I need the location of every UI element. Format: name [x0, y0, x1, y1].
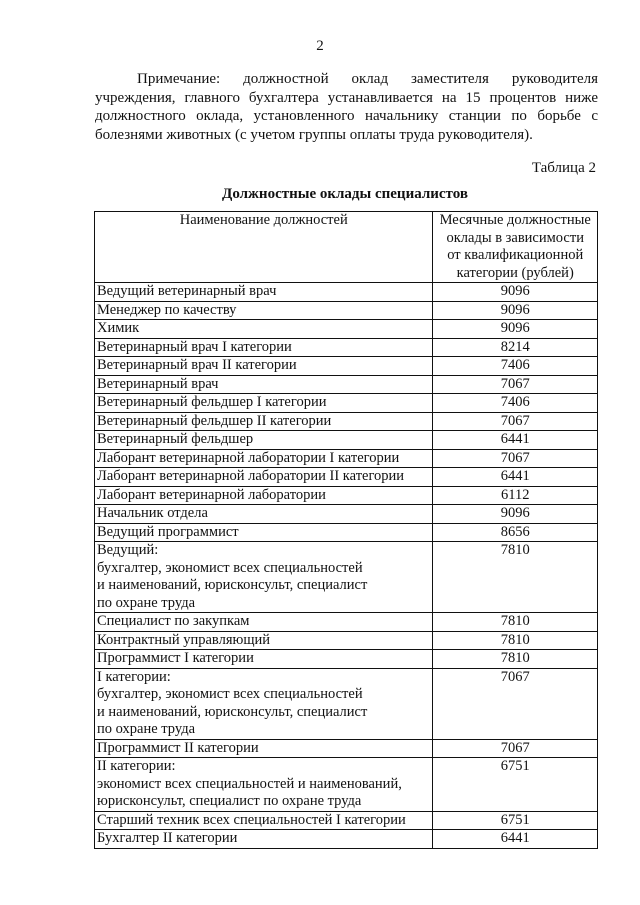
position-name-line: Ветеринарный фельдшер II категории	[97, 412, 332, 429]
position-name-cell	[95, 431, 433, 450]
position-name-line: Бухгалтер II категории	[97, 830, 238, 846]
table-row	[95, 338, 598, 357]
position-name-cell	[95, 301, 433, 320]
salary-value-cell: 7810	[433, 613, 598, 632]
page-number: 2	[316, 38, 324, 54]
position-name-line: бухгалтер, экономист всех специальностей	[97, 686, 363, 702]
table-row	[95, 811, 598, 830]
header-salary-line: от квалификационной	[447, 247, 584, 263]
salary-value-cell: 7406	[433, 394, 598, 413]
position-name-line: Ведущий ветеринарный врач	[97, 283, 277, 299]
table-header-row	[95, 212, 598, 283]
table-row	[95, 650, 598, 669]
position-name-cell	[95, 542, 433, 613]
table-row	[95, 739, 598, 758]
header-salary-line: категории (рублей)	[456, 264, 574, 281]
position-name-line: Ветеринарный врач	[97, 375, 219, 392]
salary-value-cell: 8214	[433, 338, 598, 357]
table-row	[95, 357, 598, 376]
salary-value-cell: 9096	[433, 283, 598, 302]
table-row	[95, 505, 598, 524]
position-name-line: Менеджер по качеству	[97, 301, 237, 318]
salary-value-cell: 6441	[433, 468, 598, 487]
position-name-line: Ветеринарный врач I категории	[97, 338, 292, 355]
salary-value-cell: 9096	[433, 505, 598, 524]
table-label: Таблица 2	[531, 160, 596, 176]
salary-value-cell: 6112	[433, 486, 598, 505]
table-row	[95, 449, 598, 468]
position-name-cell	[95, 613, 433, 632]
table-row	[95, 668, 598, 739]
salary-value-cell: 6751	[433, 758, 598, 812]
position-name-cell	[95, 412, 433, 431]
position-name-line: экономист всех специальностей и наименований,	[97, 775, 402, 792]
position-name-cell	[95, 505, 433, 524]
table-row	[95, 758, 598, 812]
table-row	[95, 283, 598, 302]
position-name-line: Ветеринарный фельдшер I категории	[97, 394, 327, 410]
salary-value-cell: 7810	[433, 650, 598, 669]
position-name-line: Ведущий:	[97, 542, 159, 558]
position-name-cell	[95, 739, 433, 758]
table-row	[95, 486, 598, 505]
salary-value-cell: 6441	[433, 830, 598, 849]
position-name-line: Начальник отдела	[97, 505, 208, 521]
position-name-cell	[95, 449, 433, 468]
position-name-line: Контрактный управляющий	[97, 631, 271, 648]
salary-value-cell: 7067	[433, 739, 598, 758]
table-row	[95, 375, 598, 394]
position-name-line: и наименований, юрисконсульт, специалист	[97, 577, 368, 593]
position-name-line: Программист II категории	[97, 739, 259, 756]
salary-value-cell: 7067	[433, 375, 598, 394]
position-name-line: Программист I категории	[97, 650, 254, 666]
table-row	[95, 613, 598, 632]
table-row	[95, 631, 598, 650]
position-name-cell	[95, 375, 433, 394]
position-name-cell	[95, 486, 433, 505]
position-name-line: Химик	[97, 320, 140, 336]
position-name-line: Ветеринарный фельдшер	[97, 431, 254, 447]
position-name-line: юрисконсульт, специалист по охране труда	[97, 793, 362, 809]
position-name-line: Старший техник всех специальностей I категории	[97, 811, 406, 828]
salary-value-cell: 6751	[433, 811, 598, 830]
position-name-cell	[95, 811, 433, 830]
table-title: Должностные оклады специалистов	[222, 186, 468, 202]
header-monthly-salary	[433, 212, 598, 283]
position-name-cell	[95, 650, 433, 669]
salary-value-cell: 7067	[433, 668, 598, 739]
table-row	[95, 542, 598, 613]
position-name-cell	[95, 523, 433, 542]
table-row	[95, 468, 598, 487]
position-name-line: Ветеринарный врач II категории	[97, 357, 297, 373]
salary-value-cell: 7810	[433, 631, 598, 650]
position-name-cell	[95, 320, 433, 339]
position-name-line: II категории:	[97, 758, 176, 774]
position-name-line: Лаборант ветеринарной лаборатории I категории	[97, 449, 400, 466]
salary-value-cell: 8656	[433, 523, 598, 542]
salary-value-cell: 9096	[433, 301, 598, 320]
header-salary-line: Месячные должностные	[439, 212, 591, 228]
salary-value-cell: 6441	[433, 431, 598, 450]
position-name-line: и наименований, юрисконсульт, специалист	[97, 703, 368, 720]
table-row	[95, 523, 598, 542]
salary-value-cell: 7067	[433, 449, 598, 468]
table-body	[95, 283, 598, 849]
position-name-line: Лаборант ветеринарной лаборатории II категории	[97, 468, 405, 484]
position-name-line: Ведущий программист	[97, 523, 239, 540]
salary-value-cell: 7810	[433, 542, 598, 613]
salary-value-cell: 7067	[433, 412, 598, 431]
position-name-cell	[95, 668, 433, 739]
position-name-cell	[95, 338, 433, 357]
header-salary-line: оклады в зависимости	[446, 229, 584, 246]
position-name-cell	[95, 758, 433, 812]
position-name-cell	[95, 283, 433, 302]
salary-value-cell: 9096	[433, 320, 598, 339]
salary-table	[94, 211, 598, 849]
position-name-line: Специалист по закупкам	[97, 613, 250, 629]
position-name-cell	[95, 394, 433, 413]
header-position-name: Наименование должностей	[95, 212, 433, 283]
position-name-line: по охране труда	[97, 721, 196, 737]
table-row	[95, 431, 598, 450]
position-name-line: Лаборант ветеринарной лаборатории	[97, 486, 326, 503]
position-name-cell	[95, 631, 433, 650]
position-name-cell	[95, 357, 433, 376]
position-name-line: по охране труда	[97, 594, 196, 611]
position-name-line: бухгалтер, экономист всех специальностей	[97, 559, 363, 576]
position-name-line: I категории:	[97, 668, 171, 685]
position-name-cell	[95, 468, 433, 487]
table-row	[95, 830, 598, 849]
table-row	[95, 412, 598, 431]
table-row	[95, 301, 598, 320]
table-row	[95, 394, 598, 413]
table-row	[95, 320, 598, 339]
position-name-cell	[95, 830, 433, 849]
salary-value-cell: 7406	[433, 357, 598, 376]
note-paragraph: Примечание: должностной оклад заместителя руководителя учреждения, главного бухгалтера устанавливается на 15 процентов ниже должностного оклада, установленного начальнику станции по борьбе с болезнями животных (с учетом группы оплаты труда руководителя).	[95, 71, 598, 143]
